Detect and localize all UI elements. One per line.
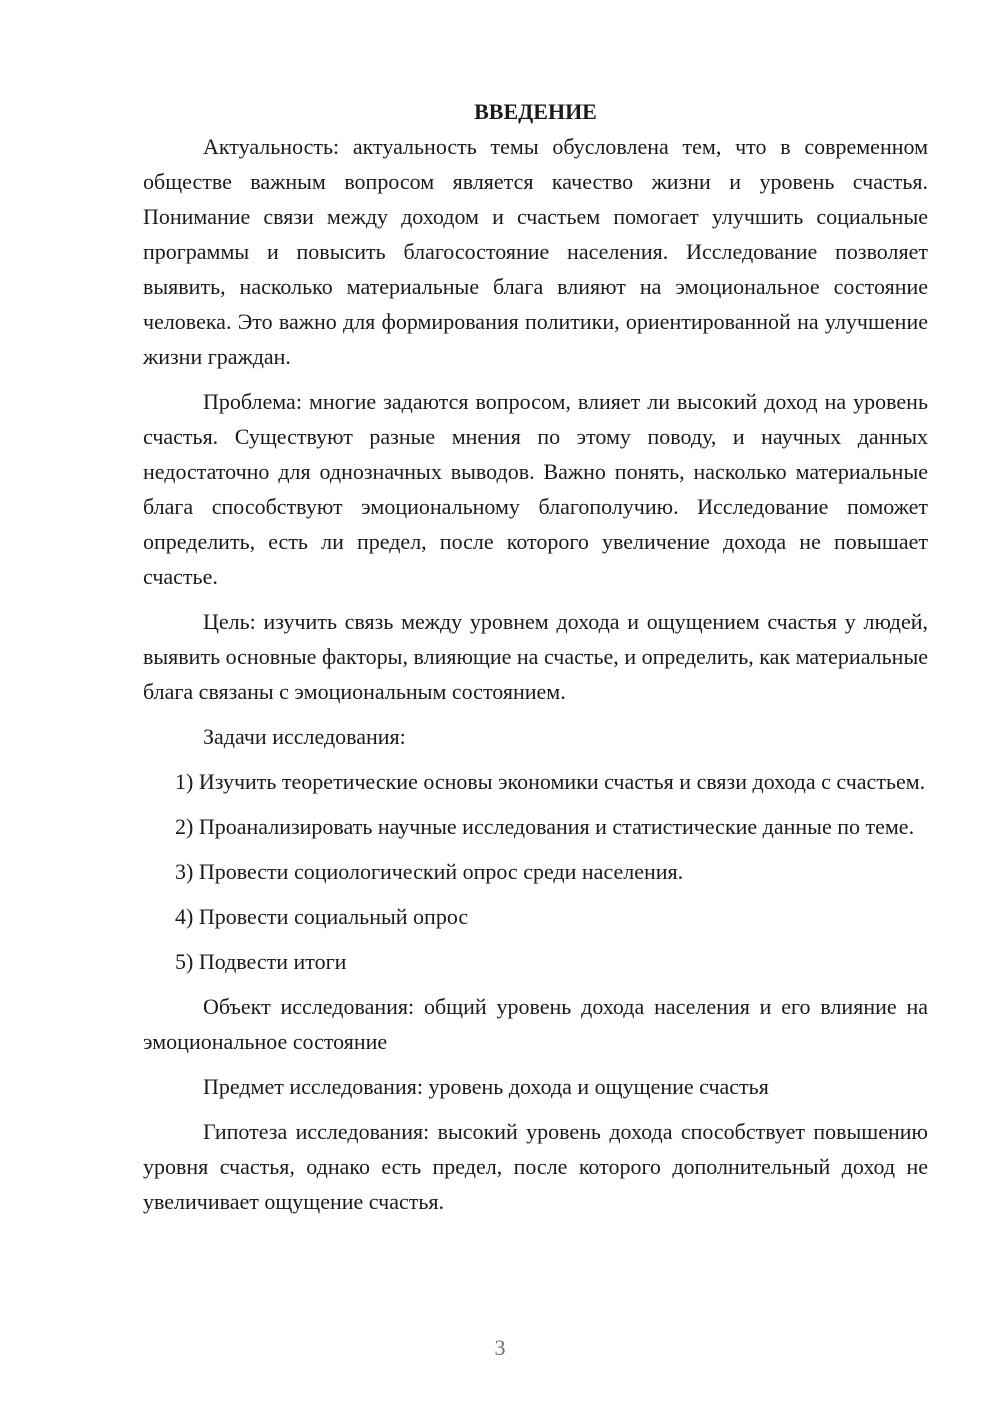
task-item: 5) Подвести итоги xyxy=(175,949,347,974)
section-title: ВВЕДЕНИЕ xyxy=(474,99,597,124)
paragraph-problem: Проблема: многие задаются вопросом, влияет ли высокий доход на уровень счастья. Существуют разные мнения по этому поводу, и научных данных недостаточно для однозначных выводов. Важно понять, насколько материальные блага способствуют эмоциональному благополучию. Исследование поможет определить, есть ли предел, после которого увеличение дохода не повышает счастье. xyxy=(143,389,928,589)
page-number: 3 xyxy=(494,1335,506,1360)
paragraph-goal: Цель: изучить связь между уровнем дохода и ощущением счастья у людей, выявить основные факторы, влияющие на счастье, и определить, как материальные блага связаны с эмоциональным состоянием. xyxy=(143,609,928,704)
tasks-heading: Задачи исследования: xyxy=(203,724,406,749)
paragraph-relevance: Актуальность: актуальность темы обусловлена тем, что в современном обществе важным вопросом является качество жизни и уровень счастья. Понимание связи между доходом и счастьем помогает улучшить социальные программы и повысить благосостояние населения. Исследование позволяет выявить, насколько материальные блага влияют на эмоциональное состояние человека. Это важно для формирования политики, ориентированной на улучшение жизни граждан. xyxy=(143,134,928,369)
paragraph-hypothesis: Гипотеза исследования: высокий уровень дохода способствует повышению уровня счастья, однако есть предел, после которого дополнительный доход не увеличивает ощущение счастья. xyxy=(143,1119,928,1214)
task-item: 4) Провести социальный опрос xyxy=(175,904,469,929)
paragraph-object: Объект исследования: общий уровень дохода населения и его влияние на эмоциональное состояние xyxy=(143,994,928,1054)
paragraph-subject: Предмет исследования: уровень дохода и ощущение счастья xyxy=(203,1074,769,1099)
task-item: 3) Провести социологический опрос среди населения. xyxy=(175,859,684,884)
task-item: 1) Изучить теоретические основы экономики счастья и связи дохода с счастьем. xyxy=(175,769,926,794)
page-content xyxy=(143,94,928,1219)
task-item: 2) Проанализировать научные исследования и статистические данные по теме. xyxy=(175,814,915,839)
